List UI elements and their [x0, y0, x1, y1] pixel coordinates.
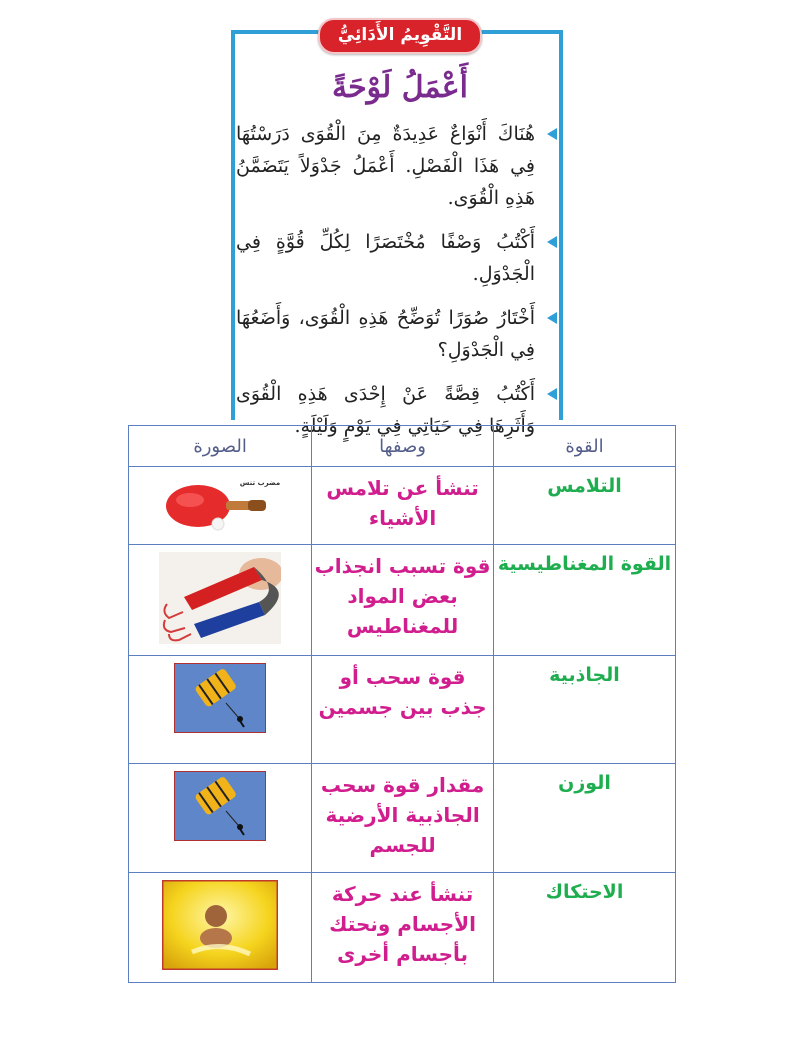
bullet-arrow-icon — [547, 236, 557, 248]
forces-table — [128, 425, 676, 983]
paddle-caption: مضرب تنس — [239, 479, 281, 487]
bullet-item — [236, 302, 561, 366]
force-image-cell — [129, 764, 312, 873]
force-image-cell — [129, 656, 312, 764]
bullet-item — [236, 226, 561, 290]
bullet-text: أَكْتُبُ وَصْفًا مُخْتَصَرًا لِكُلِّ قُوَّةٍ فِي الْجَدْوَلِ. — [236, 231, 535, 285]
bullet-text: هُنَاكَ أَنْوَاعٌ عَدِيدَةٌ مِنَ الْقُوَى دَرَسْتُهَا فِي هَذَا الْفَصْلِ. أَعْمَلُ جَدْوَلاً يَتَضَمَّنُ هَذِهِ الْقُوَى. — [236, 123, 535, 209]
header-force: القوة — [494, 426, 676, 467]
header-description: وصفها — [312, 426, 494, 467]
bullet-arrow-icon — [547, 312, 557, 324]
force-description: تنشأ عند حركة الأجسام ونحتك بأجسام أخرى — [312, 873, 494, 983]
force-image-cell — [129, 545, 312, 656]
table-header-row — [129, 426, 676, 467]
parachute-image — [174, 663, 266, 733]
table-row — [129, 467, 676, 545]
force-name: التلامس — [494, 467, 676, 545]
ping-pong-paddle-image — [160, 474, 280, 534]
table-row — [129, 873, 676, 983]
child-on-slide-image — [162, 880, 278, 970]
activity-bullets — [236, 118, 561, 454]
magnet-image — [159, 552, 281, 644]
parachute-image — [174, 771, 266, 841]
force-description: قوة سحب أو جذب بين جسمين — [312, 656, 494, 764]
bullet-text: أَكْتُبُ قِصَّةً عَنْ إِحْدَى هَذِهِ الْقُوَى وَأَثَرِهَا فِي حَيَاتِي فِي يَوْمٍ وَلَيْلَةٍ. — [236, 383, 535, 437]
table-row — [129, 764, 676, 873]
force-description: قوة تسبب انجذاب بعض المواد للمغناطيس — [312, 545, 494, 656]
bullet-arrow-icon — [547, 128, 557, 140]
force-image-cell — [129, 467, 312, 545]
force-name: الاحتكاك — [494, 873, 676, 983]
table-row — [129, 656, 676, 764]
force-name: القوة المغناطيسية — [494, 545, 676, 656]
header-image: الصورة — [129, 426, 312, 467]
force-image-cell — [129, 873, 312, 983]
force-description: تنشأ عن تلامس الأشياء — [312, 467, 494, 545]
force-name: الوزن — [494, 764, 676, 873]
force-description: مقدار قوة سحب الجاذبية الأرضية للجسم — [312, 764, 494, 873]
bullet-arrow-icon — [547, 388, 557, 400]
bullet-item — [236, 118, 561, 214]
activity-banner: التَّقْوِيمُ الأَدَائِيُّ — [318, 18, 482, 54]
activity-title: أَعْمَلُ لَوْحَةً — [331, 70, 468, 105]
bullet-text: أَخْتَارُ صُوَرًا تُوَضِّحُ هَذِهِ الْقُوَى، وَأَضَعُهَا فِي الْجَدْوَلِ؟ — [236, 307, 535, 361]
force-name: الجاذبية — [494, 656, 676, 764]
table-row — [129, 545, 676, 656]
